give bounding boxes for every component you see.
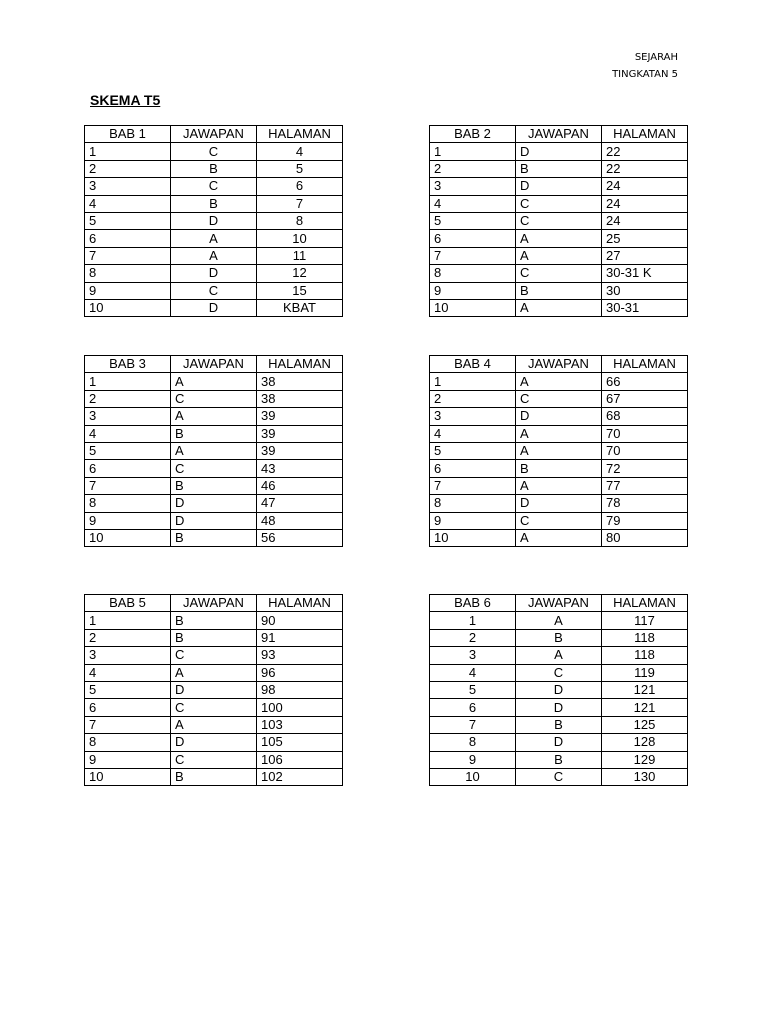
answer-cell: B [516,716,602,733]
page-cell: 67 [602,390,688,407]
page-cell: 129 [602,751,688,768]
page-cell: 24 [602,178,688,195]
table-row [85,495,343,512]
answer-cell: C [171,178,257,195]
table-row [85,768,343,785]
column-header: HALAMAN [257,356,343,373]
question-number-cell: 8 [430,265,516,282]
column-header: HALAMAN [257,595,343,612]
answer-table-bab-3 [84,355,343,547]
question-number-cell: 1 [85,612,171,629]
subject-label: SEJARAH [634,52,678,63]
table-row [430,373,688,390]
table-row [430,282,688,299]
question-number-cell: 4 [430,425,516,442]
column-header: BAB 5 [85,595,171,612]
question-number-cell: 6 [430,230,516,247]
table-row [85,425,343,442]
question-number-cell: 2 [430,390,516,407]
answer-cell: D [516,495,602,512]
question-number-cell: 4 [430,664,516,681]
answer-cell: B [171,768,257,785]
page-cell: 78 [602,495,688,512]
table-row [85,265,343,282]
answer-cell: C [171,390,257,407]
table-row [430,195,688,212]
page-cell: 77 [602,477,688,494]
answer-cell: B [516,160,602,177]
answer-cell: C [171,699,257,716]
answer-cell: A [171,230,257,247]
table-row [430,212,688,229]
page-cell: 38 [257,373,343,390]
page-cell: 15 [257,282,343,299]
answer-cell: C [516,195,602,212]
table-header-row [430,126,688,143]
page-cell: 117 [602,612,688,629]
table-header-row [85,595,343,612]
question-number-cell: 4 [430,195,516,212]
column-header: BAB 2 [430,126,516,143]
page-cell: 121 [602,699,688,716]
question-number-cell: 5 [430,442,516,459]
question-number-cell: 10 [430,299,516,316]
column-header: HALAMAN [602,356,688,373]
table-row [85,178,343,195]
answer-cell: A [516,247,602,264]
column-header: JAWAPAN [171,126,257,143]
question-number-cell: 9 [85,751,171,768]
table-row [430,716,688,733]
answer-cell: B [171,629,257,646]
page-cell: 128 [602,734,688,751]
page-cell: 100 [257,699,343,716]
document-header [612,49,678,83]
question-number-cell: 4 [85,664,171,681]
table-row [430,681,688,698]
table-row [85,195,343,212]
answer-cell: B [516,282,602,299]
page-cell: 70 [602,425,688,442]
page-cell: 90 [257,612,343,629]
table-row [85,212,343,229]
page-cell: 24 [602,212,688,229]
answer-cell: D [171,299,257,316]
answer-cell: D [171,734,257,751]
page-cell: 119 [602,664,688,681]
table-row [430,751,688,768]
question-number-cell: 7 [85,247,171,264]
answer-cell: C [516,512,602,529]
answer-cell: C [516,664,602,681]
table-row [430,495,688,512]
question-number-cell: 3 [430,408,516,425]
column-header: JAWAPAN [171,595,257,612]
answer-cell: A [516,647,602,664]
answer-cell: A [516,373,602,390]
table-header-row [85,126,343,143]
answer-cell: A [171,664,257,681]
table-row [85,647,343,664]
table-row [430,408,688,425]
table-row [430,247,688,264]
question-number-cell: 5 [430,212,516,229]
page-cell: 10 [257,230,343,247]
answer-cell: A [516,612,602,629]
page-cell: 39 [257,408,343,425]
answer-cell: C [516,768,602,785]
page-cell: 25 [602,230,688,247]
question-number-cell: 8 [430,495,516,512]
question-number-cell: 2 [85,390,171,407]
table-row [430,734,688,751]
table-row [85,512,343,529]
question-number-cell: 1 [85,373,171,390]
question-number-cell: 7 [430,477,516,494]
question-number-cell: 2 [85,160,171,177]
question-number-cell: 9 [430,512,516,529]
question-number-cell: 4 [85,425,171,442]
answer-cell: A [516,425,602,442]
answer-cell: A [516,529,602,546]
answer-cell: C [516,390,602,407]
question-number-cell: 8 [85,495,171,512]
column-header: JAWAPAN [516,356,602,373]
page-cell: 79 [602,512,688,529]
question-number-cell: 5 [85,442,171,459]
table-row [85,612,343,629]
answer-cell: B [516,460,602,477]
question-number-cell: 9 [85,282,171,299]
page-cell: 48 [257,512,343,529]
answer-cell: C [171,751,257,768]
column-header: HALAMAN [602,126,688,143]
question-number-cell: 6 [85,230,171,247]
page-cell: 121 [602,681,688,698]
question-number-cell: 6 [430,699,516,716]
answer-cell: D [516,408,602,425]
answer-cell: D [516,734,602,751]
question-number-cell: 2 [430,160,516,177]
question-number-cell: 10 [85,529,171,546]
answer-table-bab-6 [429,594,688,786]
page-cell: 93 [257,647,343,664]
answer-cell: A [171,373,257,390]
table-row [85,230,343,247]
table-row [430,647,688,664]
question-number-cell: 1 [430,143,516,160]
page-cell: 66 [602,373,688,390]
table-row [85,390,343,407]
page-cell: 38 [257,390,343,407]
table-row [85,681,343,698]
table-row [85,477,343,494]
table-row [85,716,343,733]
question-number-cell: 1 [85,143,171,160]
table-row [430,512,688,529]
question-number-cell: 9 [430,751,516,768]
table-row [430,425,688,442]
page-cell: 12 [257,265,343,282]
page-cell: 7 [257,195,343,212]
table-row [85,408,343,425]
answer-cell: D [516,143,602,160]
answer-cell: B [516,629,602,646]
column-header: BAB 6 [430,595,516,612]
question-number-cell: 10 [85,299,171,316]
question-number-cell: 10 [85,768,171,785]
question-number-cell: 5 [85,681,171,698]
answer-cell: D [516,681,602,698]
question-number-cell: 3 [85,647,171,664]
page-cell: 68 [602,408,688,425]
answer-cell: B [171,195,257,212]
table-row [85,629,343,646]
page-cell: 39 [257,425,343,442]
table-header-row [430,595,688,612]
table-row [85,699,343,716]
table-row [430,629,688,646]
answer-cell: D [171,512,257,529]
question-number-cell: 3 [430,178,516,195]
table-row [430,178,688,195]
column-header: HALAMAN [257,126,343,143]
question-number-cell: 7 [85,716,171,733]
page-cell: 30-31 K [602,265,688,282]
page-cell: 70 [602,442,688,459]
table-row [430,390,688,407]
answer-cell: A [171,442,257,459]
answer-cell: C [171,282,257,299]
question-number-cell: 9 [85,512,171,529]
question-number-cell: 7 [85,477,171,494]
answer-cell: B [171,529,257,546]
answer-cell: A [516,442,602,459]
answer-cell: B [171,160,257,177]
answer-cell: B [171,612,257,629]
question-number-cell: 2 [430,629,516,646]
answer-cell: D [171,212,257,229]
question-number-cell: 2 [85,629,171,646]
answer-table-bab-4 [429,355,688,547]
table-row [85,442,343,459]
answer-cell: A [171,408,257,425]
table-row [85,529,343,546]
page-cell: 30-31 [602,299,688,316]
answer-table-bab-1 [84,125,343,317]
table-row [85,373,343,390]
question-number-cell: 6 [85,460,171,477]
table-row [430,143,688,160]
question-number-cell: 4 [85,195,171,212]
answer-cell: A [516,230,602,247]
table-header-row [85,356,343,373]
page-cell: 103 [257,716,343,733]
table-row [430,442,688,459]
page-cell: 27 [602,247,688,264]
page-cell: 22 [602,143,688,160]
answer-cell: C [516,212,602,229]
page-cell: 96 [257,664,343,681]
page-cell: 6 [257,178,343,195]
page-cell: 56 [257,529,343,546]
question-number-cell: 8 [85,734,171,751]
answer-cell: A [171,247,257,264]
answer-cell: C [171,647,257,664]
answer-cell: D [516,178,602,195]
table-row [430,230,688,247]
table-row [85,299,343,316]
table-row [85,282,343,299]
page-cell: 118 [602,629,688,646]
page-cell: 46 [257,477,343,494]
answer-cell: D [171,681,257,698]
table-row [430,160,688,177]
question-number-cell: 6 [430,460,516,477]
table-row [430,529,688,546]
page-cell: 47 [257,495,343,512]
question-number-cell: 7 [430,716,516,733]
page-cell: 80 [602,529,688,546]
question-number-cell: 10 [430,768,516,785]
page-cell: 91 [257,629,343,646]
question-number-cell: 10 [430,529,516,546]
page-cell: 125 [602,716,688,733]
column-header: JAWAPAN [171,356,257,373]
page-cell: 11 [257,247,343,264]
question-number-cell: 3 [85,408,171,425]
answer-cell: D [516,699,602,716]
answer-cell: A [171,716,257,733]
page-cell: KBAT [257,299,343,316]
column-header: HALAMAN [602,595,688,612]
table-row [430,299,688,316]
page-cell: 43 [257,460,343,477]
page-cell: 102 [257,768,343,785]
question-number-cell: 7 [430,247,516,264]
table-row [430,664,688,681]
answer-cell: A [516,477,602,494]
page-cell: 130 [602,768,688,785]
answer-cell: D [171,495,257,512]
answer-cell: C [516,265,602,282]
question-number-cell: 1 [430,612,516,629]
page-cell: 4 [257,143,343,160]
table-row [430,477,688,494]
answer-cell: C [171,460,257,477]
table-row [430,768,688,785]
table-row [430,612,688,629]
page-cell: 106 [257,751,343,768]
answer-cell: B [516,751,602,768]
page-cell: 98 [257,681,343,698]
page-cell: 39 [257,442,343,459]
answer-cell: D [171,265,257,282]
question-number-cell: 1 [430,373,516,390]
column-header: BAB 4 [430,356,516,373]
column-header: JAWAPAN [516,126,602,143]
table-row [85,751,343,768]
table-row [85,247,343,264]
question-number-cell: 9 [430,282,516,299]
page-cell: 30 [602,282,688,299]
table-row [430,699,688,716]
column-header: BAB 3 [85,356,171,373]
answer-table-bab-5 [84,594,343,786]
column-header: JAWAPAN [516,595,602,612]
table-row [430,265,688,282]
question-number-cell: 6 [85,699,171,716]
question-number-cell: 8 [85,265,171,282]
page-cell: 24 [602,195,688,212]
column-header: BAB 1 [85,126,171,143]
answer-cell: C [171,143,257,160]
table-row [430,460,688,477]
answer-table-bab-2 [429,125,688,317]
answer-cell: B [171,425,257,442]
table-row [85,160,343,177]
question-number-cell: 3 [85,178,171,195]
answer-cell: B [171,477,257,494]
table-row [85,664,343,681]
page-cell: 105 [257,734,343,751]
page-title: SKEMA T5 [90,92,161,108]
answer-cell: A [516,299,602,316]
page-cell: 8 [257,212,343,229]
table-header-row [430,356,688,373]
page-cell: 5 [257,160,343,177]
page-cell: 118 [602,647,688,664]
page-cell: 22 [602,160,688,177]
question-number-cell: 5 [85,212,171,229]
table-row [85,734,343,751]
table-row [85,143,343,160]
question-number-cell: 3 [430,647,516,664]
table-row [85,460,343,477]
question-number-cell: 5 [430,681,516,698]
question-number-cell: 8 [430,734,516,751]
page-cell: 72 [602,460,688,477]
level-label: TINGKATAN 5 [612,69,678,80]
